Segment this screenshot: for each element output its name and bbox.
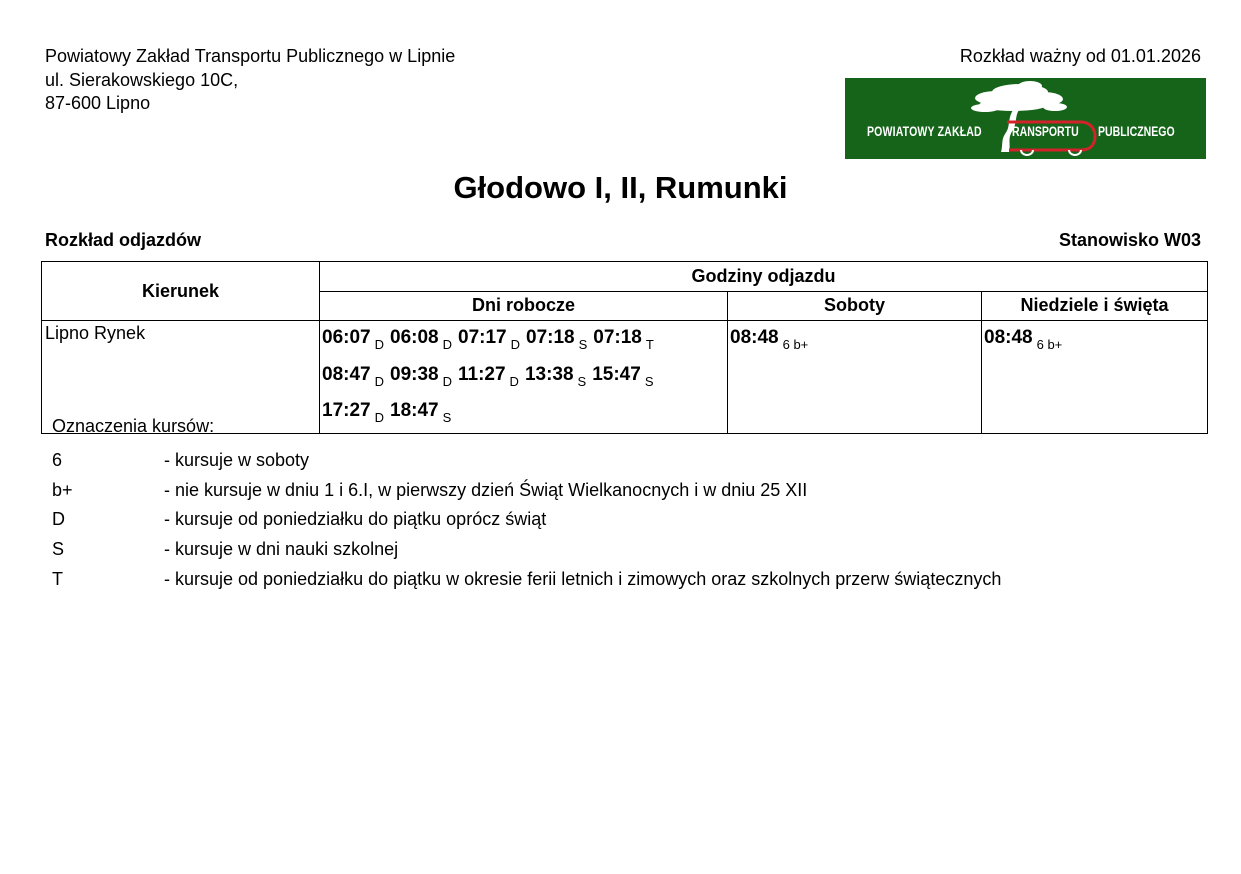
legend-description: - kursuje w dni nauki szkolnej [164, 539, 399, 560]
departure-time: 07:18 [593, 327, 642, 348]
departure-time: 08:47 [322, 363, 371, 385]
departure-mark: T [645, 337, 654, 352]
departure [322, 323, 384, 360]
departure [525, 360, 586, 397]
departure-mark: D [374, 373, 384, 389]
departure-time: 06:08 [390, 327, 439, 348]
company-name: Powiatowy Zakład Transportu Publicznego w Lipnie [45, 46, 456, 66]
saturday-times [728, 321, 982, 434]
header-direction: Kierunek [42, 262, 320, 321]
legend-description: - nie kursuje w dniu 1 i 6.I, w pierwszy dzień Świąt Wielkanocnych i w dniu 25 XII [164, 479, 808, 500]
valid-from: Rozkład ważny od 01.01.2026 [959, 46, 1201, 66]
timetable [41, 261, 1208, 434]
departure [322, 360, 384, 397]
departure-time: 09:38 [390, 363, 439, 385]
stop-title: Głodowo I, II, Rumunki [453, 170, 788, 205]
legend-code: 6 [52, 450, 63, 470]
logo-text-right: PUBLICZNEGO [1098, 124, 1175, 139]
departure-mark: S [577, 373, 587, 389]
legend-title: Oznaczenia kursów: [52, 416, 215, 436]
departure [458, 323, 520, 360]
company-street: ul. Sierakowskiego 10C, [45, 69, 239, 90]
legend-item [52, 478, 1001, 508]
legend-description: - kursuje od poniedziałku do piątku w okresie ferii letnich i zimowych oraz szkolnych przerw świątecznych [164, 568, 1002, 589]
legend-description: - kursuje w soboty [164, 450, 310, 470]
header-weekdays: Dni robocze [320, 291, 728, 321]
tree-bus-logo-icon [845, 78, 1206, 159]
departure-mark: S [578, 337, 588, 352]
departure-time: 08:48 [984, 327, 1033, 348]
departure-mark: S [442, 410, 452, 425]
header-departures: Godziny odjazdu [320, 262, 1208, 292]
departure [526, 323, 587, 360]
departure [984, 323, 1062, 360]
departure [322, 396, 384, 433]
departure-mark: 6 b+ [782, 337, 809, 352]
header-sundays: Niedziele i święta [982, 291, 1208, 321]
departure-mark: D [442, 373, 452, 389]
legend-code: b+ [52, 479, 73, 500]
departure [730, 323, 808, 360]
departure-time: 07:18 [526, 327, 575, 348]
legend-code: T [52, 568, 63, 589]
departure-time: 17:27 [322, 400, 371, 421]
company-address [45, 45, 455, 116]
weekday-times [320, 321, 728, 434]
company-city: 87-600 Lipno [45, 93, 151, 113]
departure [390, 360, 452, 397]
departure [592, 360, 653, 397]
legend-item [52, 567, 1001, 597]
legend-description: - kursuje od poniedziałku do piątku oprócz świąt [164, 509, 547, 530]
departure-mark: D [442, 337, 452, 352]
legend-code: D [52, 509, 65, 530]
section-label: Rozkład odjazdów [45, 230, 202, 250]
platform-label: Stanowisko W03 [1058, 230, 1201, 250]
sunday-times [982, 321, 1208, 434]
logo-text-left: POWIATOWY ZAKŁAD [867, 124, 982, 139]
departure-mark: D [510, 337, 520, 352]
legend-item [52, 537, 1001, 567]
departure-time: 13:38 [524, 363, 574, 385]
direction-cell: Lipno Rynek [42, 321, 320, 434]
departure [390, 323, 452, 360]
departure-time: 06:07 [322, 327, 371, 348]
departure-time: 07:17 [458, 327, 507, 348]
departure-mark: D [374, 410, 384, 425]
departure-time: 11:27 [458, 363, 506, 385]
departure-mark: S [644, 373, 654, 389]
departure-mark: D [374, 337, 384, 352]
departure [458, 360, 519, 397]
legend-code: S [52, 539, 65, 560]
departure-mark: 6 b+ [1036, 337, 1063, 352]
legend-item [52, 507, 1001, 537]
legend-item [52, 448, 1001, 478]
departure [390, 396, 451, 433]
logo-text-mid: RANSPORTU [1012, 124, 1079, 139]
departure-time: 18:47 [390, 400, 439, 421]
table-row [42, 321, 1208, 434]
legend-list [52, 448, 1001, 596]
departure-time: 08:48 [730, 327, 779, 348]
departure-mark: D [509, 373, 519, 389]
departure [593, 323, 654, 360]
header-saturdays: Soboty [728, 291, 982, 321]
company-logo [845, 78, 1206, 159]
departure-time: 15:47 [592, 363, 641, 385]
